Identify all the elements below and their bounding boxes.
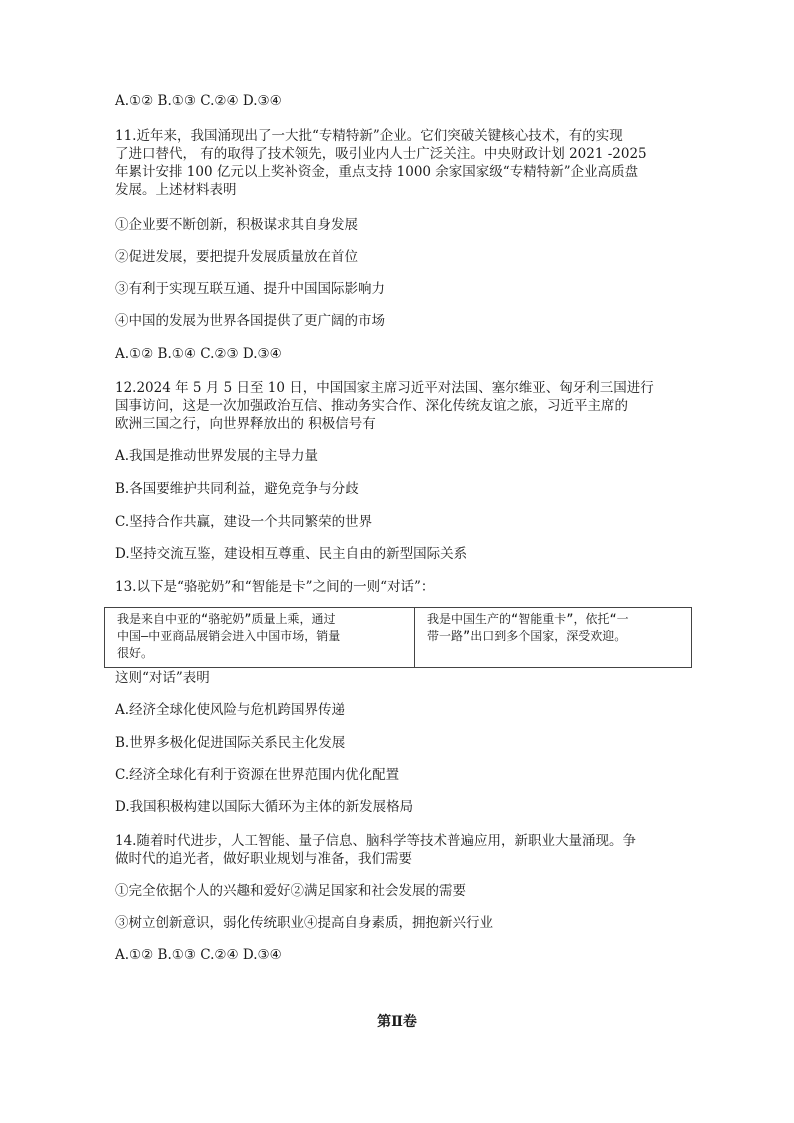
dialog-line: 我是中国生产的“智能重卡”，依托“一 xyxy=(427,612,629,626)
q13-option-a: A.经济全球化使风险与危机跨国界传递 xyxy=(115,702,346,718)
dialog-camel-milk-cell xyxy=(105,608,415,668)
q13-option-d: D.我国积极构建以国际大循环为主体的新发展格局 xyxy=(115,799,414,815)
q14-answer-choices: A.①② B.①③ C.②④ D.③④ xyxy=(115,947,282,963)
q11-answer-choices: A.①② B.①④ C.②③ D.③④ xyxy=(115,346,282,362)
q10-answer-choices: A.①② B.①③ C.②④ D.③④ xyxy=(115,93,282,109)
section-title: 第Ⅱ卷 xyxy=(377,1014,417,1030)
q11-stem xyxy=(115,127,680,199)
q14-items-line-2: ③树立创新意识，弱化传统职业④提高自身素质，拥抱新兴行业 xyxy=(115,915,493,931)
q12-stem-line: 国事访问，这是一次加强政治互信、推动务实合作、深化传统友谊之旅，习近平主席的 xyxy=(115,398,628,414)
q12-option-d: D.坚持交流互鉴，建设相互尊重、民主自由的新型国际关系 xyxy=(115,546,468,562)
q11-stem-line: 11.近年来，我国涌现出了一大批“专精特新”企业。它们突破关键核心技术，有的实现 xyxy=(115,128,623,144)
q12-stem-line: 12.2024 年 5 月 5 日至 10 日，中国国家主席习近平对法国、塞尔维亚、匈牙利三国进行 xyxy=(115,380,654,396)
q11-stem-line: 年累计安排 100 亿元以上奖补资金，重点支持 1000 余家国家级“专精特新”企业高质盘 xyxy=(115,164,639,180)
q13-after-table-text: 这则“对话”表明 xyxy=(115,670,210,686)
q11-item-2: ②促进发展，要把提升发展质量放在首位 xyxy=(115,249,358,265)
q12-option-a: A.我国是推动世界发展的主导力量 xyxy=(115,448,319,464)
table-row xyxy=(105,608,692,668)
q12-stem xyxy=(115,379,680,433)
q11-stem-line: 了进口替代， 有的取得了技术领先，吸引业内人士广泛关注。中央财政计划 2021 -2025 xyxy=(115,146,647,162)
dialog-line: 很好。 xyxy=(117,646,154,660)
dialog-line: 我是来自中亚的“骆驼奶”质量上乘，通过 xyxy=(117,612,336,626)
q14-items-line-1: ①完全依据个人的兴趣和爱好②满足国家和社会发展的需要 xyxy=(115,883,466,899)
q13-option-c: C.经济全球化有利于资源在世界范围内优化配置 xyxy=(115,767,400,783)
q13-dialog-table xyxy=(104,607,692,668)
q11-item-3: ③有利于实现互联互通、提升中国国际影响力 xyxy=(115,281,385,297)
q12-option-b: B.各国要维护共同利益，避免竞争与分歧 xyxy=(115,481,359,497)
q14-stem xyxy=(115,832,680,868)
q14-stem-line: 14.随着时代进步，人工智能、量子信息、脑科学等技术普遍应用，新职业大量涌现。争 xyxy=(115,833,636,849)
q14-stem-line: 做时代的追光者，做好职业规划与准备，我们需要 xyxy=(115,851,412,867)
q11-item-4: ④中国的发展为世界各国提供了更广阔的市场 xyxy=(115,313,385,329)
dialog-line: 中国—中亚商品展销会进入中国市场，销量 xyxy=(117,629,341,643)
dialog-line: 带一路”出口到多个国家，深受欢迎。 xyxy=(427,629,627,643)
q13-option-b: B.世界多极化促进国际关系民主化发展 xyxy=(115,735,346,751)
q12-stem-line: 欧洲三国之行，向世界释放出的 积极信号有 xyxy=(115,416,376,432)
dialog-smart-truck-cell xyxy=(415,608,692,668)
q12-option-c: C.坚持合作共赢，建设一个共同繁荣的世界 xyxy=(115,514,373,530)
q11-item-1: ①企业要不断创新，积极谋求其自身发展 xyxy=(115,217,358,233)
q11-stem-line: 发展。上述材料表明 xyxy=(115,182,237,198)
q13-stem: 13.以下是“骆驼奶”和“智能是卡”之间的一则“对话”： xyxy=(115,579,435,595)
